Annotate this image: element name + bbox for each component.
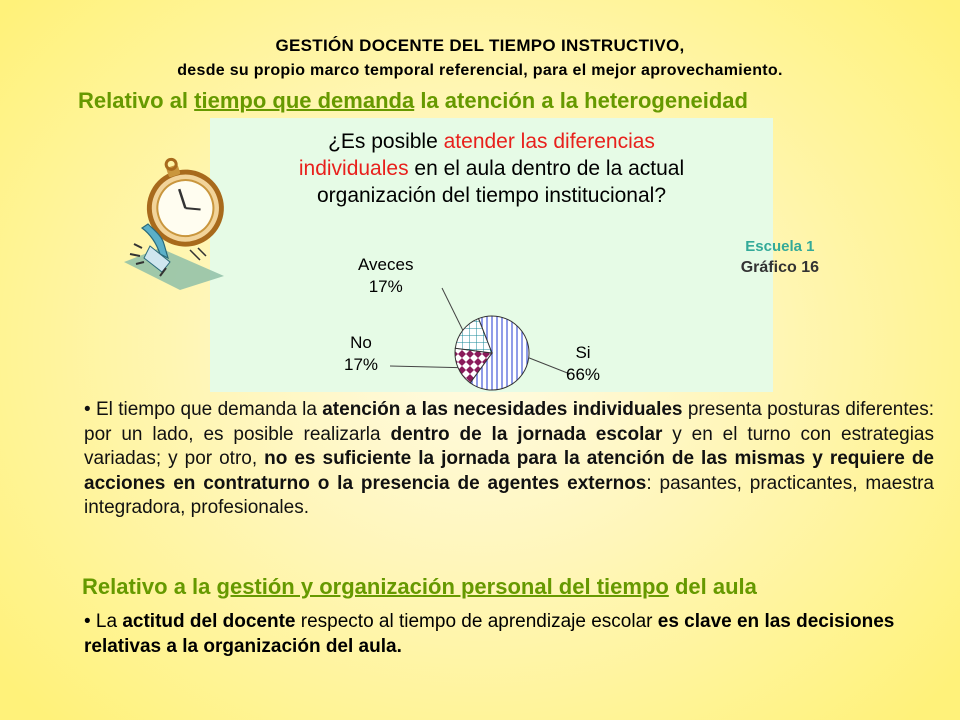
pie-label-no <box>344 332 378 376</box>
slice-label-si: Si <box>575 343 591 362</box>
question-text: ¿Es posible <box>328 130 444 153</box>
slice-value-si: 66% <box>566 365 601 384</box>
pie-chart <box>210 118 773 392</box>
paragraph-needs <box>84 398 934 521</box>
section-title-underlined: tiempo que demanda <box>194 88 415 113</box>
leader-line-no <box>390 366 458 368</box>
para2-text-1: • La <box>84 611 123 632</box>
chart-number: Gráfico 16 <box>740 259 819 276</box>
leader-line-si <box>529 358 570 374</box>
para1-bold-3: no es suficiente la jornada para la atención de las mismas y requiere de acciones en contraturno o la presencia de agentes externos <box>84 448 934 494</box>
section2-title-suffix: del aula <box>668 574 757 599</box>
pie-label-si <box>566 342 600 386</box>
para1-text-4: : pasantes, practicantes, maestra integradora, profesionales. <box>84 472 934 519</box>
question-text-2: en el aula dentro de la actual <box>408 157 685 180</box>
para2-bold-1: actitud del docente <box>122 611 296 632</box>
para2-bold-2: es clave en las decisiones relativas a la organización del aula. <box>84 611 895 657</box>
section-title-personal-management <box>82 574 757 600</box>
question-highlight-2: individuales <box>298 157 409 180</box>
question-highlight: atender las diferencias <box>443 130 655 153</box>
slice-label-no: No <box>350 333 372 352</box>
clock-clipart-icon <box>120 150 232 292</box>
slice-value-aveces: 17% <box>368 277 403 296</box>
para1-bold-2: dentro de la jornada escolar <box>390 423 663 445</box>
slice-value-no: 17% <box>344 355 379 374</box>
para1-bold-1: atención a las necesidades individuales <box>322 399 683 420</box>
para1-text-2: presenta posturas diferentes: por un lado, es posible realizarla <box>84 399 934 445</box>
sub-heading: desde su propio marco temporal referencial, para el mejor aprovechamiento. <box>177 62 783 79</box>
section-title-heterogeneity <box>78 88 748 114</box>
chart-panel <box>210 118 819 392</box>
leader-line-aveces <box>442 288 463 330</box>
main-heading: GESTIÓN DOCENTE DEL TIEMPO INSTRUCTIVO, <box>275 36 685 55</box>
pie-label-aveces <box>358 254 413 298</box>
paragraph-teacher-attitude <box>84 610 934 659</box>
para2-text-2: respecto al tiempo de aprendizaje escolar <box>295 611 658 632</box>
school-name: Escuela 1 <box>745 238 815 255</box>
para1-text-1: • El tiempo que demanda la <box>84 399 323 420</box>
section-title-prefix: Relativo al <box>78 88 195 113</box>
para1-text-3: y en el turno con estrategias variadas; y por otro, <box>84 423 934 470</box>
school-label <box>741 238 819 277</box>
section-title-suffix: la atención a la heterogeneidad <box>414 88 748 113</box>
section2-title-prefix: Relativo a la <box>82 574 217 599</box>
section2-title-underlined: gestión y organización personal del tiempo <box>216 574 669 599</box>
question-text-3: organización del tiempo institucional? <box>316 184 667 207</box>
slice-label-aveces: Aveces <box>358 255 414 274</box>
